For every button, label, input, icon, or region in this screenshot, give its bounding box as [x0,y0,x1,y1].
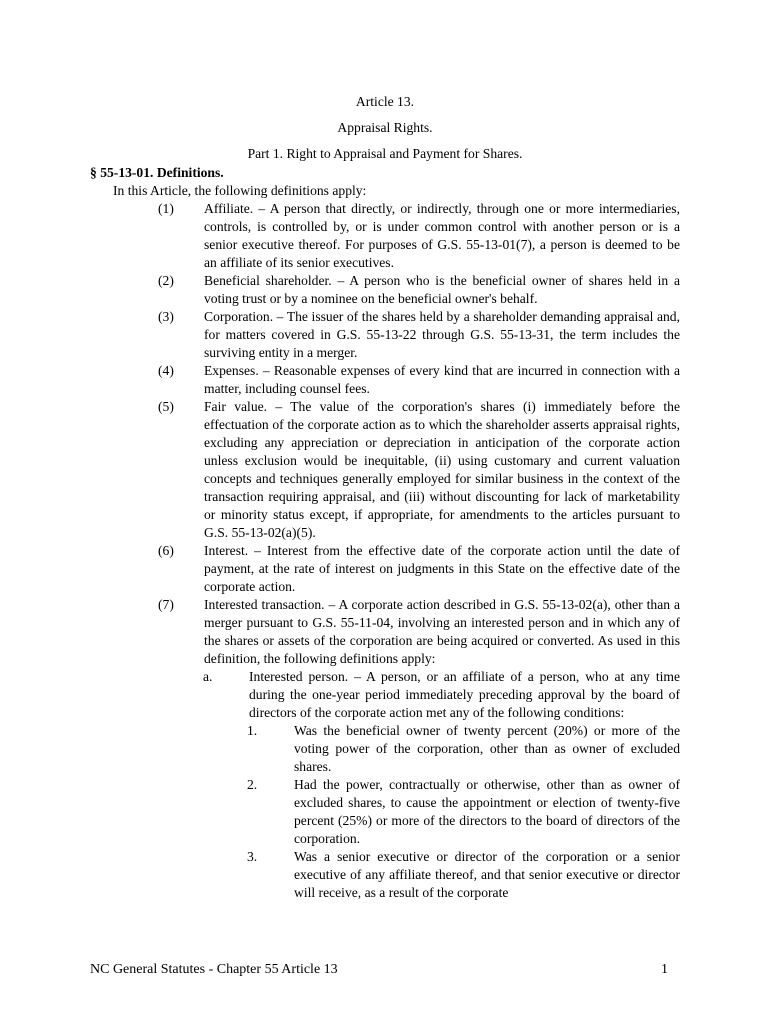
article-headings [0,93,770,163]
definition-text: Interest. – Interest from the effective date of the corporate action until the date of payment, at the rate of interest on judgments in this State on the effective date of the corporate action. [204,543,680,594]
condition-number: 1. [247,723,258,738]
definition-item [90,398,680,542]
condition-text: Was the beneficial owner of twenty percent (20%) or more of the voting power of the corporation, other than as owner of excluded shares. [294,723,680,774]
definition-text: Interested transaction. – A corporate action described in G.S. 55-13-02(a), other than a merger pursuant to G.S. 55-11-04, involving an interested person and in which any of the shares or assets of the corporation are being acquired or converted. As used in this definition, the following definitions apply: [204,597,680,666]
definition-item [90,200,680,272]
definition-item [90,542,680,596]
section-heading: § 55-13-01. Definitions. [90,165,224,180]
condition-item [90,848,680,902]
definition-item [90,596,680,668]
condition-number: 2. [247,777,258,792]
definition-number: (7) [158,597,174,612]
section-intro: In this Article, the following definitions apply: [113,183,367,198]
article-title: Appraisal Rights. [337,120,433,135]
condition-item [90,722,680,776]
subdefinition-item [90,668,680,722]
definition-item [90,308,680,362]
page-footer [90,961,668,979]
footer-title: NC General Statutes - Chapter 55 Article 13 [90,962,338,977]
condition-item [90,776,680,848]
definition-text: Corporation. – The issuer of the shares held by a shareholder demanding appraisal and, for matters covered in G.S. 55-13-22 through G.S. 55-13-31, the term includes the surviving entity in a merger. [204,309,680,360]
definition-number: (6) [158,543,174,558]
definition-number: (3) [158,309,174,324]
definition-text: Expenses. – Reasonable expenses of every kind that are incurred in connection with a matter, including counsel fees. [204,363,680,396]
definition-number: (5) [158,399,174,414]
condition-text: Had the power, contractually or otherwise, other than as owner of excluded shares, to cause the appointment or election of twenty-five percent (25%) or more of the directors to the board of directors of the corporation. [294,777,680,846]
part-title: Part 1. Right to Appraisal and Payment for Shares. [247,146,523,161]
condition-text: Was a senior executive or director of the corporation or a senior executive of any affiliate thereof, and that senior executive or director will receive, as a result of the corporate [294,849,680,900]
definition-item [90,272,680,308]
statute-body [90,164,680,902]
definition-number: (4) [158,363,174,378]
article-number: Article 13. [355,94,415,109]
definition-text: Beneficial shareholder. – A person who is the beneficial owner of shares held in a voting trust or by a nominee on the beneficial owner's behalf. [204,273,680,306]
definition-item [90,362,680,398]
subdefinition-label: a. [203,669,213,684]
page-number: 1 [661,962,668,977]
condition-number: 3. [247,849,258,864]
subdefinition-text: Interested person. – A person, or an affiliate of a person, who at any time during the one-year period immediately preceding approval by the board of directors of the corporate action met any of the following conditions: [249,669,680,720]
definition-text: Affiliate. – A person that directly, or indirectly, through one or more intermediaries, controls, is controlled by, or is under common control with another person or is a senior executive thereof. For purposes of G.S. 55-13-01(7), a person is deemed to be an affiliate of its senior executives. [204,201,680,270]
definition-number: (1) [158,201,174,216]
definition-number: (2) [158,273,174,288]
definition-text: Fair value. – The value of the corporation's shares (i) immediately before the effectuation of the corporate action as to which the shareholder asserts appraisal rights, excluding any appreciation or depreciation in anticipation of the corporate action unless exclusion would be inequitable, (ii) using customary and current valuation concepts and techniques generally employed for similar business in the context of the transaction requiring appraisal, and (iii) without discounting for lack of marketability or minority status except, if appropriate, for amendments to the articles pursuant to G.S. 55-13-02(a)(5). [204,399,680,540]
